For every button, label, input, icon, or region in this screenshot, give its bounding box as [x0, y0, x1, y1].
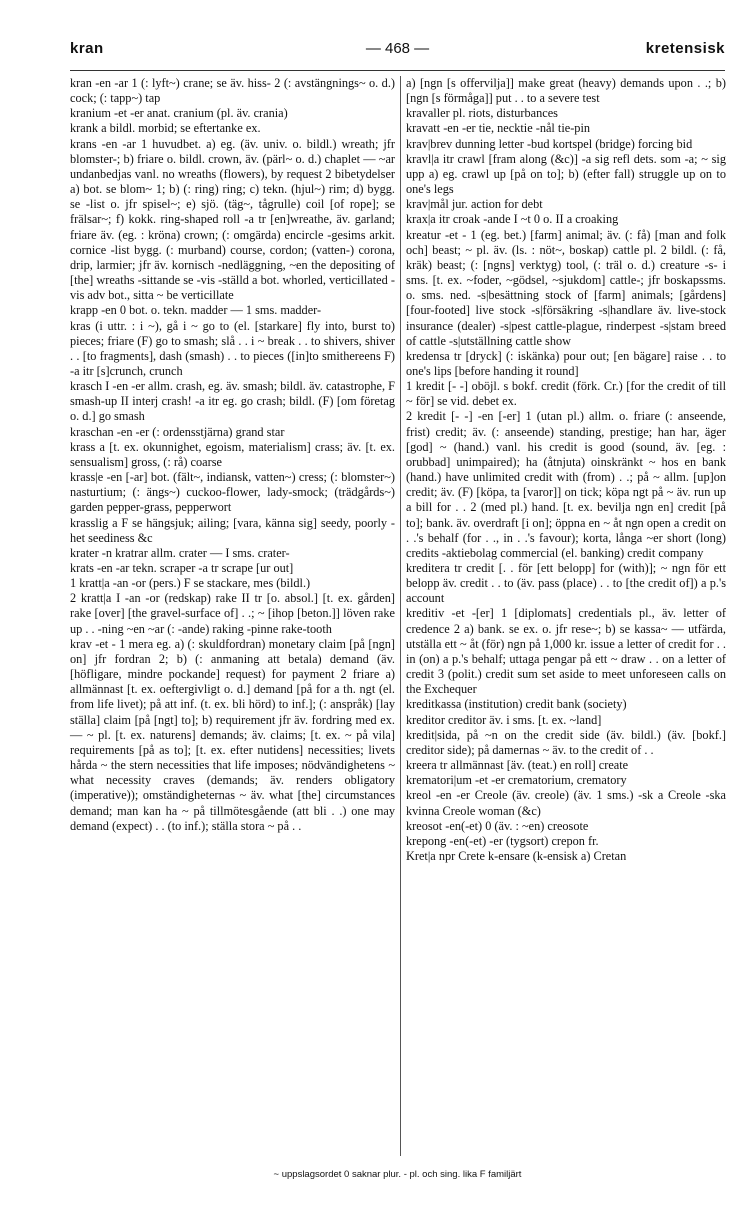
dictionary-entry: krass|e -en [-ar] bot. (fält~, indiansk, vatten~) cress; (: blomster~) nasturtium; (: ängs~) cuckoo-flower, lady-smock; (trädgårds~) garden pepper-grass, pepperwort	[70, 470, 395, 515]
header-last-word: kretensisk	[645, 40, 725, 57]
dictionary-entry: krapp -en 0 bot. o. tekn. madder — 1 sms. madder-	[70, 303, 322, 318]
footer-legend: ~ uppslagsordet 0 saknar plur. - pl. och sing. lika F familjärt	[273, 1169, 522, 1180]
dictionary-entry: kreditkassa (institution) credit bank (society)	[406, 697, 627, 712]
dictionary-entry: kredensa tr [dryck] (: iskänka) pour out; [en bägare] raise . . to one's lips [before handing it round]	[406, 348, 726, 378]
dictionary-entry: kreol -en -er Creole (äv. creole) (äv. 1 sms.) -sk a Creole -ska kvinna Creole woman (&c)	[406, 788, 726, 818]
left-column	[70, 76, 395, 834]
dictionary-entry: kreditera tr credit [. . för [ett belopp] for (with)]; ~ ngn för ett belopp äv. credit . . to (äv. pass (place) . . to [the credit of]) a p.'s account	[406, 561, 726, 606]
dictionary-entry: krasch I -en -er allm. crash, eg. äv. smash; bildl. äv. catastrophe, F smash-up II interj crash! -a itr eg. go crash; bildl. (F) [om företag o. d.] go smash	[70, 379, 395, 424]
dictionary-entry: krasslig a F se hängsjuk; ailing; [vara, känna sig] seedy, poorly -het seediness &c	[70, 515, 395, 545]
dictionary-entry: kreditor creditor äv. i sms. [t. ex. ~land]	[406, 712, 602, 727]
header-first-word: kran	[70, 40, 104, 57]
dictionary-entry: krank a bildl. morbid; se eftertanke ex.	[70, 121, 261, 136]
dictionary-entry: kreosot -en(-et) 0 (äv. : ~en) creosote	[406, 818, 589, 833]
dictionary-entry: krats -en -ar tekn. scraper -a tr scrape [ur out]	[70, 561, 294, 575]
dictionary-entry: kranium -et -er anat. cranium (pl. äv. crania)	[70, 106, 288, 121]
dictionary-entry: krav|mål jur. action for debt	[406, 197, 543, 212]
column-divider	[400, 76, 401, 1156]
dictionary-entry: krater -n kratrar allm. crater — I sms. crater-	[70, 545, 290, 560]
dictionary-entry: kravl|a itr crawl [fram along (&c)] -a sig refl dets. som -a; ~ sig upp a) eg. crawl up [på on to]; b) (efter fall) struggle up on to one's legs	[406, 151, 726, 197]
dictionary-entry: kredit|sida, på ~n on the credit side (äv. bildl.) (äv. [bokf.] creditor side); på damernas ~ äv. to the credit of . .	[406, 727, 726, 757]
dictionary-entry: 2 kredit [- -] -en [-er] 1 (utan pl.) allm. o. friare (: anseende, frist) credit; äv. (: anseende) standing, prestige; han har, äger [god] ~ (hand.) vanl. his credit is good (sound, äv. [eg. : orubbad] unimpaired); ha (åtnjuta) oinskränkt ~ hos en bank (hand.) have unlimited credit with (from) . .; på ~ allm. [up]on credit; äv. (F) [köpa, ta [varor]] on tick; köpa ngt på ~ äv. run up a bill for . . 2 (med pl.) hand. [t. ex. bevilja ngn en] credit [på to]; bank. äv. overdraft [i on]; öppna en ~ åt ngn open a credit on . .'s behalf (for . ., in . .'s favour); korta, långa ~er short (long) credits -aktiebolag commercial (el. banking) credit company	[406, 409, 726, 560]
dictionary-entry: krav -et - 1 mera eg. a) (: skuldfordran) monetary claim [på [ngn] on] jfr fordran 2; b) (: anmaning att betala) demand (äv. [höfligare, mindre pockande] request) for payment 2 friare a) allmännast [t. ex. oeftergivligt o. d.] demand [på for a th. ngt (el. from life livet); på att inf. (t. ex. bli hörd) to inf.]; (: anspråk) [lay ställa] claim [på [ngt] to]; b) requirement jfr äv. fordring med ex. — ~ pl. [t. ex. naturens] demands; äv. claims; [t. ex. ~ på vila] requirements [på as to]; [t. ex. efter nutidens] necessities; livets hårda ~ the stern necessities that life imposes; nödvändighetens ~ what necessity craves (demands; äv. renders obligatory (imperative)); omständigheternas ~ äv. what [the] circumstances demand; man kan ha ~ på tillmötesgående (att bli . .) one may demand (expect) . . (to inf.); ställa stora ~ på . .	[70, 636, 395, 833]
page-number: — 468 —	[365, 40, 430, 57]
dictionary-entry: krans -en -ar 1 huvudbet. a) eg. (äv. univ. o. bildl.) wreath; jfr blomster-; b) friare o. bildl. crown, äv. (pärl~ o. d.) chaplet — ~ar undanbedjas vanl. no wreaths (flowers), by request 2 bibetydelser a) bot. se blom~ 1; b) (: ring) ring; c) tekn. (hjul~) rim; d) bygg. se -list o. jfr spisel~; e) sjö. (täg~, tågrulle) coil [of rope]; se frälsar~; f) kokk. ring-shaped roll -a tr [en]wreathe, äv. garland; friare äv. (eg. : kröna) crown; (: omgärda) encircle -gesims arkit. cornice -list bygg. (: murband) course, cordon; (vatten-) corona, drip, larmier; jfr äv. kornisch -nedläggning, ~en the depositing of [the] wreaths -sittande se -vis -ställd a bot. whorled, verticillated -vis adv bot., sitta ~ be verticillate	[70, 136, 395, 303]
dictionary-entry: a) [ngn [s offervilja]] make great (heavy) demands upon . .; b) [ngn [s förmåga]] put . . to a severe test	[406, 76, 726, 106]
dictionary-entry: Kret|a npr Crete k-ensare (k-ensisk a) Cretan	[406, 848, 627, 863]
dictionary-entry: kreatur -et - 1 (eg. bet.) [farm] animal; äv. (: få) [man and folk och] beast; ~ pl. äv. (ls. : nöt~, boskap) cattle pl. 2 bildl. (: få, kräk) beast; (: [ngns] verktyg) tool, (: träl o. d.) creature -s- i sms. [t. ex. ~foder, ~gödsel, ~sjukdom] cattle-; jfr boskapssms. o. sms. ned. -s|besättning stock of [farm] animals; [gårdens] [four-footed] live stock -s|försäkring -s|handlare äv. live-stock insurance (dealer) -s|pest cattle-plague, rinderpest -s|stam breed of cattle -s|utställning cattle show	[406, 227, 726, 348]
dictionary-entry: krematori|um -et -er crematorium, crematory	[406, 773, 627, 788]
dictionary-entry: 1 kratt|a -an -or (pers.) F se stackare, mes (bildl.)	[70, 576, 311, 591]
dictionary-entry: kras (i uttr. : i ~), gå i ~ go to (el. [starkare] fly into, burst to) pieces; friare (F) go to smash; slå . . i ~ break . . to shivers, shiver . . [to fragments], dash (smash) . . to pieces ([in]to smithereens F) -a itr [s]crunch, crunch	[70, 318, 395, 378]
dictionary-entry: krax|a itr croak -ande I ~t 0 o. II a croaking	[406, 212, 619, 227]
page-header	[70, 40, 725, 64]
dictionary-entry: kreera tr allmännast [äv. (teat.) en roll] create	[406, 758, 629, 773]
dictionary-entry: kravatt -en -er tie, necktie -nål tie-pin	[406, 121, 591, 136]
dictionary-entry: kran -en -ar 1 (: lyft~) crane; se äv. hiss- 2 (: avstängnings~ o. d.) cock; (: tapp~) tap	[70, 76, 395, 106]
dictionary-entry: kravaller pl. riots, disturbances	[406, 106, 558, 121]
right-column	[406, 76, 726, 864]
dictionary-entry: kreditiv -et -[er] 1 [diplomats] credentials pl., äv. letter of credence 2 a) bank. se ex. o. jfr rese~; b) se kassa~ — utfärda, utställa ett ~ åt (för) ngn på 1,000 kr. issue a letter of credit for . . in (on) a p.'s behalf; uttaga pengar på ett ~ draw . . on a letter of credit 3 (polit.) credit sum set aside to meet unforeseen calls on the Exchequer	[406, 606, 726, 697]
dictionary-entry: krav|brev dunning letter -bud kortspel (bridge) forcing bid	[406, 136, 693, 151]
dictionary-entry: 1 kredit [- -] oböjl. s bokf. credit (förk. Cr.) [for the credit of till ~ för] se vid. debet ex.	[406, 379, 726, 409]
dictionary-entry: krepong -en(-et) -er (tygsort) crepon fr.	[406, 833, 599, 848]
dictionary-entry: krass a [t. ex. okunnighet, egoism, materialism] crass; äv. [t. ex. sensualism] gross, (: rå) coarse	[70, 439, 395, 469]
dictionary-entry: kraschan -en -er (: ordensstjärna) grand star	[70, 424, 285, 439]
dictionary-entry: 2 kratt|a I -an -or (redskap) rake II tr [o. absol.] [t. ex. gården] rake [over] [the gravel-surface of] . .; ~ [ihop [beton.]] löven rake up . . -ning ~en ~ar (: -ande) raking -pinne rake-tooth	[70, 591, 395, 636]
header-rule	[70, 70, 725, 71]
